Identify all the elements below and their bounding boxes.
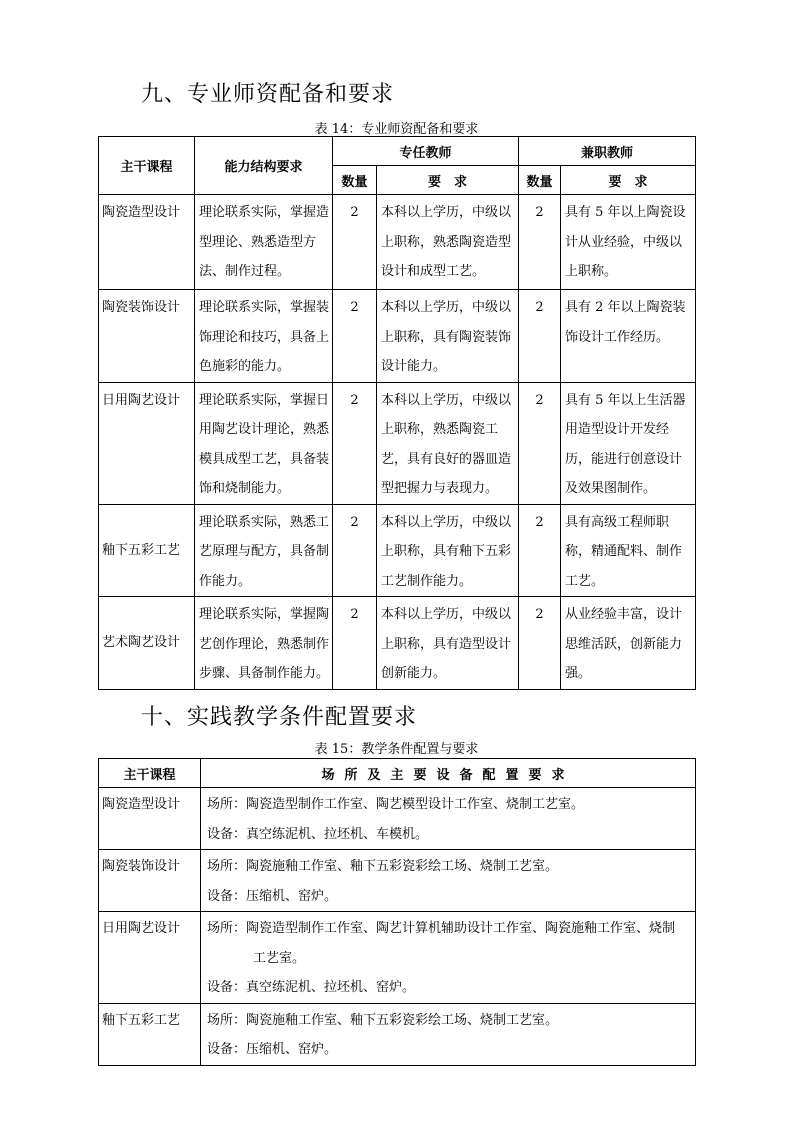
header-count: 数量	[333, 166, 377, 195]
parttime-requirement: 具有 5 年以上生活器用造型设计开发经历，能进行创意设计及效果图制作。	[561, 382, 696, 504]
table-row	[99, 1003, 696, 1065]
table-row	[99, 788, 696, 850]
header-parttime-teacher: 兼职教师	[519, 137, 696, 166]
header-requirement: 要 求	[377, 166, 519, 195]
fulltime-requirement: 本科以上学历，中级以上职称，具有造型设计创新能力。	[377, 597, 519, 690]
course-name: 陶瓷装饰设计	[99, 290, 195, 383]
fulltime-count: 2	[333, 504, 377, 597]
course-name: 陶瓷装饰设计	[99, 850, 201, 912]
venue-equipment-cell	[201, 788, 696, 850]
venue-equipment-cell	[201, 850, 696, 912]
equipment-text: 设备：压缩机、窑炉。	[207, 888, 338, 904]
parttime-requirement: 具有 2 年以上陶瓷装饰设计工作经历。	[561, 290, 696, 383]
venue-text: 场所：陶瓷施釉工作室、釉下五彩瓷彩绘工场、烧制工艺室。	[207, 1012, 559, 1028]
parttime-count: 2	[519, 504, 561, 597]
equipment-text: 设备：真空练泥机、拉坯机、车模机。	[207, 826, 429, 842]
table-row	[99, 195, 696, 290]
parttime-requirement: 从业经验丰富，设计思维活跃，创新能力强。	[561, 597, 696, 690]
table-caption: 表 15：教学条件配置与要求	[314, 742, 479, 757]
parttime-requirement: 具有 5 年以上陶瓷设计从业经验，中级以上职称。	[561, 195, 696, 290]
ability-requirement: 理论联系实际，掌握陶艺创作理论，熟悉制作步骤、具备制作能力。	[195, 597, 333, 690]
course-name: 日用陶艺设计	[99, 382, 195, 504]
venue-equipment-cell	[201, 912, 696, 1004]
course-name: 陶瓷造型设计	[99, 195, 195, 290]
header-ability: 能力结构要求	[195, 137, 333, 195]
parttime-requirement: 具有高级工程师职称，精通配料、制作工艺。	[561, 504, 696, 597]
header-course: 主干课程	[99, 137, 195, 195]
faculty-requirements-table	[98, 136, 696, 690]
table-row	[99, 290, 696, 383]
section-heading: 九、专业师资配备和要求	[141, 82, 395, 107]
ability-requirement: 理论联系实际，熟悉工艺原理与配方，具备制作能力。	[195, 504, 333, 597]
parttime-count: 2	[519, 597, 561, 690]
parttime-count: 2	[519, 290, 561, 383]
venue-text: 场所：陶瓷施釉工作室、釉下五彩瓷彩绘工场、烧制工艺室。	[207, 859, 559, 874]
header-count: 数量	[519, 166, 561, 195]
equipment-text: 设备：压缩机、窑炉。	[207, 1042, 338, 1057]
course-name: 艺术陶艺设计	[99, 597, 195, 690]
parttime-count: 2	[519, 195, 561, 290]
teaching-conditions-table	[98, 758, 696, 1066]
course-name: 日用陶艺设计	[99, 912, 201, 1004]
course-name: 釉下五彩工艺	[99, 504, 195, 597]
parttime-count: 2	[519, 382, 561, 504]
section-heading: 十、实践教学条件配置要求	[141, 705, 418, 730]
ability-requirement: 理论联系实际，掌握造型理论、熟悉造型方法、制作过程。	[195, 195, 333, 290]
table-row	[99, 850, 696, 912]
table-row	[99, 597, 696, 690]
course-name: 釉下五彩工艺	[99, 1003, 201, 1065]
venue-equipment-cell	[201, 1003, 696, 1065]
fulltime-count: 2	[333, 382, 377, 504]
header-course: 主干课程	[99, 759, 201, 788]
table-caption: 表 14：专业师资配备和要求	[314, 122, 479, 137]
fulltime-count: 2	[333, 290, 377, 383]
table-row	[99, 912, 696, 1004]
fulltime-requirement: 本科以上学历，中级以上职称，具有陶瓷装饰设计能力。	[377, 290, 519, 383]
venue-text: 场所：陶瓷造型制作工作室、陶艺模型设计工作室、烧制工艺室。	[207, 797, 585, 812]
ability-requirement: 理论联系实际，掌握日用陶艺设计理论，熟悉模具成型工艺，具备装饰和烧制能力。	[195, 382, 333, 504]
header-fulltime-teacher: 专任教师	[333, 137, 519, 166]
course-name: 陶瓷造型设计	[99, 788, 201, 850]
fulltime-requirement: 本科以上学历，中级以上职称，熟悉陶瓷工艺，具有良好的器皿造型把握力与表现力。	[377, 382, 519, 504]
ability-requirement: 理论联系实际，掌握装饰理论和技巧，具备上色施彩的能力。	[195, 290, 333, 383]
fulltime-requirement: 本科以上学历，中级以上职称，具有釉下五彩工艺制作能力。	[377, 504, 519, 597]
table-row	[99, 382, 696, 504]
header-venue-equipment: 场所及主要设备配置要求	[201, 759, 696, 788]
fulltime-count: 2	[333, 597, 377, 690]
header-requirement: 要 求	[561, 166, 696, 195]
venue-text-continued: 工艺室。	[253, 950, 306, 966]
fulltime-count: 2	[333, 195, 377, 290]
table-row	[99, 504, 696, 597]
equipment-text: 设备：真空练泥机、拉坯机、窑炉。	[207, 980, 416, 995]
venue-text: 场所：陶瓷造型制作工作室、陶艺计算机辅助设计工作室、陶瓷施釉工作室、烧制	[207, 921, 676, 936]
fulltime-requirement: 本科以上学历，中级以上职称，熟悉陶瓷造型设计和成型工艺。	[377, 195, 519, 290]
